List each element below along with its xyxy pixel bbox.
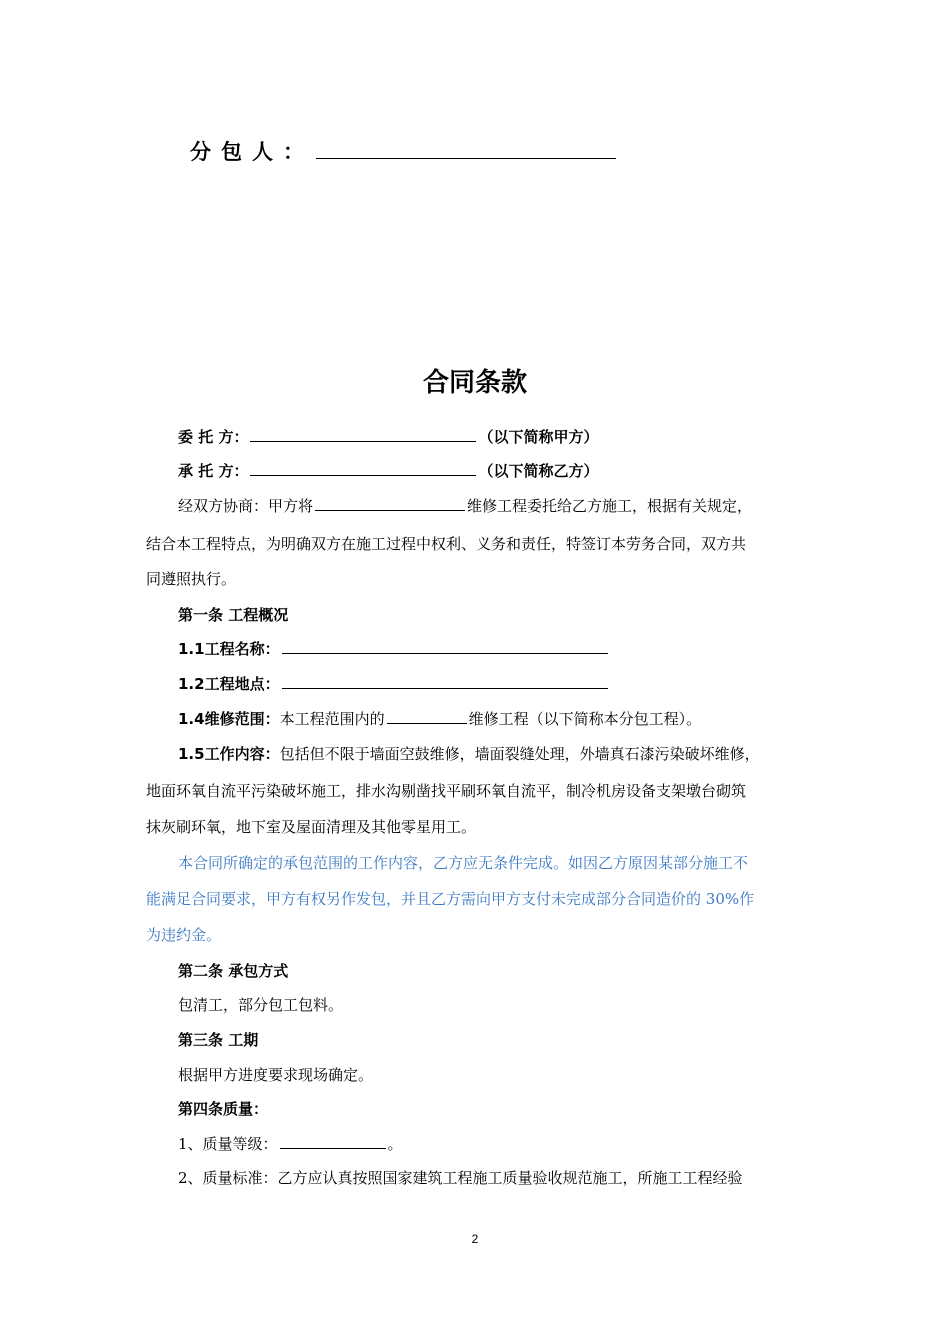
blank-line — [280, 1134, 386, 1149]
intro-line-2: 结合本工程特点，为明确双方在施工过程中权利、义务和责任，特签订本劳务合同，双方共 — [146, 535, 747, 553]
item-4-2: 2、质量标准：乙方应认真按照国家建筑工程施工质量验收规范施工，所施工工程经验 — [178, 1169, 743, 1187]
blank-line — [315, 496, 465, 511]
item-label: 1.5工作内容： — [178, 745, 280, 763]
blank-line — [387, 709, 467, 724]
item-1-5 — [178, 744, 760, 764]
item-1-5-line-2: 地面环氧自流平污染破坏施工，排水沟剔凿找平刷环氧自流平，制冷机房设备支架墩台砌筑 — [146, 782, 747, 800]
client-line — [178, 427, 598, 447]
article-1-heading: 第一条 工程概况 — [178, 606, 289, 624]
item-label: 1.2工程地点： — [178, 675, 280, 693]
client-label: 委 托 方： — [178, 428, 249, 446]
item-4-1 — [178, 1134, 403, 1154]
intro-text: 经双方协商：甲方将 — [178, 497, 314, 515]
subcontractor-signature-line — [190, 138, 618, 166]
item-label: 1.1工程名称： — [178, 640, 280, 658]
item-1-2 — [178, 674, 610, 694]
item-text: 维修工程（以下简称本分包工程）。 — [468, 710, 702, 728]
contractor-suffix: （以下简称乙方） — [478, 462, 599, 480]
article-4-heading: 第四条质量： — [178, 1100, 269, 1118]
blank-line — [282, 674, 608, 689]
item-label: 1.4维修范围： — [178, 710, 280, 728]
blank-line — [316, 138, 616, 159]
client-suffix: （以下简称甲方） — [478, 428, 599, 446]
item-text: 本工程范围内的 — [279, 710, 385, 728]
subcontractor-label: 分包人： — [190, 140, 314, 164]
blank-line — [250, 461, 476, 476]
item-1-5-line-3: 抹灰刷环氧，地下室及屋面清理及其他零星用工。 — [146, 818, 477, 836]
contractor-label: 承 托 方： — [178, 462, 249, 480]
item-label: 1、质量等级： — [178, 1135, 278, 1153]
item-text: 包括但不限于墙面空鼓维修，墙面裂缝处理，外墙真石漆污染破坏维修， — [279, 745, 760, 763]
intro-line-3: 同遵照执行。 — [146, 570, 237, 588]
blank-line — [282, 639, 608, 654]
note-line-3: 为违约金。 — [146, 926, 222, 944]
contractor-line — [178, 461, 598, 481]
intro-line-1 — [178, 496, 752, 516]
intro-text: 维修工程委托给乙方施工，根据有关规定， — [467, 497, 753, 515]
article-2-text: 包清工，部分包工包料。 — [178, 996, 344, 1014]
note-line-2: 能满足合同要求，甲方有权另作发包，并且乙方需向甲方支付未完成部分合同造价的 30%作 — [146, 890, 755, 908]
item-1-4 — [178, 709, 701, 729]
blank-line — [250, 427, 476, 442]
item-text: 。 — [387, 1135, 403, 1153]
article-2-heading: 第二条 承包方式 — [178, 962, 289, 980]
note-line-1: 本合同所确定的承包范围的工作内容，乙方应无条件完成。如因乙方原因某部分施工不 — [178, 854, 749, 872]
page-number: 2 — [471, 1232, 479, 1246]
article-3-text: 根据甲方进度要求现场确定。 — [178, 1066, 374, 1084]
article-3-heading: 第三条 工期 — [178, 1031, 259, 1049]
item-1-1 — [178, 639, 610, 659]
page-title: 合同条款 — [422, 368, 527, 398]
